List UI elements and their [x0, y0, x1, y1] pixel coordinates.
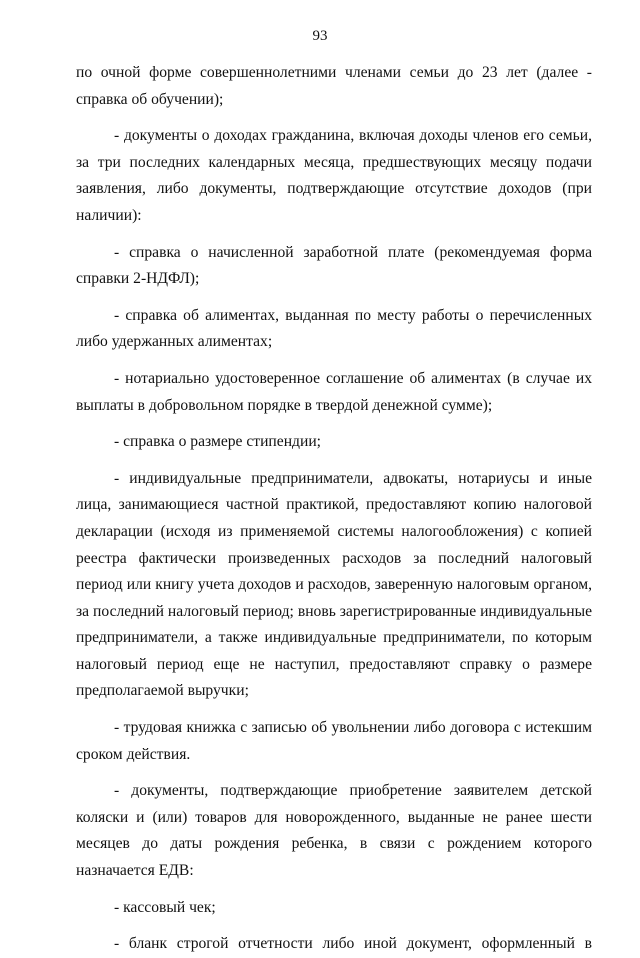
- paragraph-2: - документы о доходах гражданина, включая доходы членов его семьи, за три последних календарных месяца, предшествующих месяцу подачи заявления, либо документы, подтверждающие отсутствие доходов (при наличии):: [76, 127, 592, 224]
- paragraph-3: - справка о начисленной заработной плате (рекомендуемая форма справки 2-НДФЛ);: [76, 243, 592, 288]
- paragraph-10: - кассовый чек;: [114, 898, 216, 916]
- paragraph-6: - справка о размере стипендии;: [114, 433, 322, 451]
- page-number: 93: [312, 28, 328, 44]
- paragraph-8: - трудовая книжка с записью об увольнении либо договора с истекшим сроком действия.: [76, 719, 592, 763]
- paragraph-11: - бланк строгой отчетности либо иной документ, оформленный в: [114, 935, 592, 953]
- paragraph-9: - документы, подтверждающие приобретение заявителем детской коляски и (или) товаров для новорожденного, выданные не ранее шести месяцев до даты рождения ребенка, в связи с рождением которого назначается ЕДВ:: [76, 782, 592, 880]
- paragraph-5: - нотариально удостоверенное соглашение об алиментах (в случае их выплаты в добровольном порядке в твердой денежной сумме);: [76, 369, 592, 414]
- page-body: [76, 60, 592, 958]
- paragraph-4: - справка об алиментах, выданная по месту работы о перечисленных либо удержанных алиментах;: [76, 306, 592, 351]
- paragraph-1: по очной форме совершеннолетними членами семьи до 23 лет (далее - справка об обучении);: [76, 64, 592, 108]
- paragraph-7: - индивидуальные предприниматели, адвокаты, нотариусы и иные лица, занимающиеся частной практикой, предоставляют копию налоговой декларации (исходя из применяемой системы налогообложения) с копией реестра фактически произведенных расходов за последний налоговый период или книгу учета доходов и расходов, заверенную налоговым органом, за последний налоговый период; вновь зарегистрированные индивидуальные предприниматели, а также индивидуальные предприниматели, по которым налоговый период еще не наступил, предоставляют справку о размере предполагаемой выручки;: [76, 469, 592, 700]
